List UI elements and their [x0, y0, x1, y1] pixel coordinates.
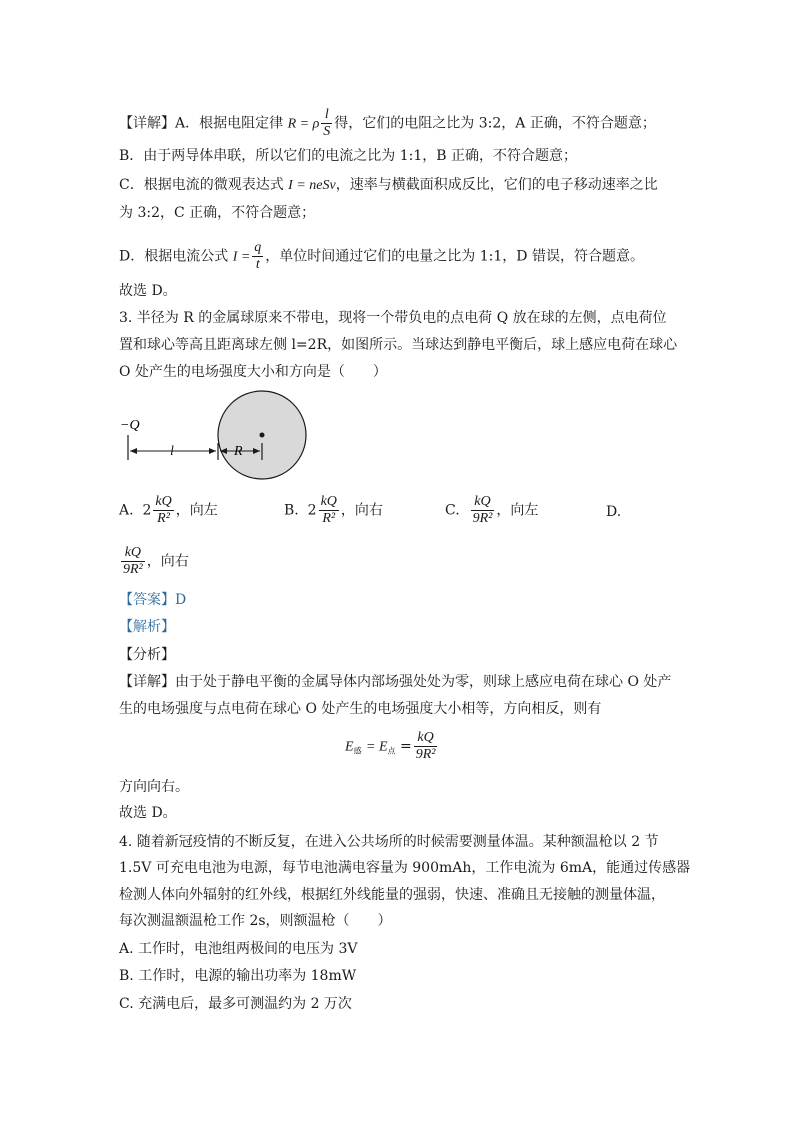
charge-label: −Q — [120, 418, 140, 433]
option-d-label: D. — [606, 504, 622, 520]
frac-den: t — [255, 257, 260, 272]
option-d — [119, 545, 189, 578]
frac-num: kQ — [320, 494, 337, 509]
coef: 2 — [307, 502, 317, 519]
option-label: A. — [119, 502, 134, 519]
direction: ，向右 — [146, 553, 189, 570]
detail-line-2: B．由于两导体串联，所以它们的电流之比为 1:1，B 正确，不符合题意； — [119, 148, 578, 164]
detail-tag: 【详解】 — [119, 674, 175, 690]
choose-line-2: 故选 D。 — [119, 805, 177, 821]
frac-num: q — [254, 240, 262, 255]
detail-line-3 — [119, 175, 658, 196]
text: D．根据电流公式 — [119, 248, 229, 265]
direction: ，向左 — [496, 502, 539, 519]
text: A．根据电阻定律 — [175, 115, 284, 132]
detail-line-1 — [119, 107, 656, 140]
frac-den: 9R² — [415, 747, 436, 762]
eq-e2: = E — [366, 739, 388, 755]
fraction — [471, 494, 495, 527]
eq-sub: 感 — [353, 746, 362, 756]
coef: 2 — [142, 502, 152, 519]
q4-option-b: B. 工作时，电源的输出功率为 18mW — [119, 968, 357, 984]
detail-tag: 【详解】 — [119, 115, 175, 132]
frac-num: kQ — [155, 494, 172, 509]
sphere-center-dot — [260, 433, 265, 438]
detail-line-4: 为 3:2，C 正确，不符合题意； — [119, 205, 316, 221]
r-label: R — [234, 444, 243, 459]
q4-option-a: A. 工作时，电池组两极间的电压为 3V — [119, 941, 358, 957]
q4-line-4: 每次测温额温枪工作 2s，则额温枪（ ） — [119, 913, 392, 929]
frac-den: R² — [322, 511, 336, 526]
q3-line-1: 3. 半径为 R 的金属球原来不带电，现将一个带负电的点电荷 Q 放在球的左侧，点电荷位 — [119, 310, 667, 326]
option-label: B. — [284, 502, 299, 519]
detail2-line-1 — [119, 672, 671, 692]
arrow-left — [130, 448, 137, 454]
q4-option-c: C. 充满电后，最多可测温约为 2 万次 — [119, 996, 352, 1012]
frac-den: 9R² — [123, 562, 143, 577]
l-label: l — [170, 444, 174, 459]
text: C．根据电流的微观表达式 — [119, 177, 284, 193]
q3-line-3: O 处产生的电场强度大小和方向是（ ） — [119, 364, 387, 380]
text: 得，它们的电阻之比为 3:2，A 正确，不符合题意； — [334, 115, 656, 132]
choose-line-1: 故选 D。 — [119, 283, 177, 299]
frac-den: R² — [157, 511, 170, 526]
q4-line-2: 1.5V 可充电电池为电源，每节电池满电容量为 900mAh，工作电流为 6mA，能通过传感器 — [119, 860, 691, 876]
fraction — [121, 545, 145, 578]
frac-num: kQ — [414, 730, 438, 747]
formula-lhs: I = — [232, 249, 251, 265]
detail2-line-2: 生的电场强度与点电荷在球心 O 处产生的电场强度大小相等，方向相反，则有 — [119, 701, 602, 717]
option-c — [445, 494, 538, 527]
option-label: C. — [445, 502, 460, 519]
frac-den: S — [323, 124, 331, 139]
eq-equals: = — [399, 738, 412, 755]
text: ，速率与横截面积成反比，它们的电子移动速率之比 — [335, 177, 658, 193]
fraction-q-over-t — [252, 240, 263, 273]
charge-sphere-figure — [115, 385, 315, 485]
detail-line-5 — [119, 240, 644, 273]
q3-line-2: 置和球心等高且距离球左侧 l=2R，如图所示。当球达到静电平衡后，球上感应电荷在球心 — [119, 337, 678, 353]
answer-tag: 【答案】D — [119, 592, 187, 608]
field-equation — [345, 730, 439, 763]
fraction-l-over-s — [321, 107, 332, 140]
frac-num: kQ — [121, 545, 145, 562]
fraction — [319, 494, 339, 527]
direction: ，向左 — [175, 502, 218, 519]
frac-den: 9R² — [472, 511, 493, 526]
fraction — [414, 730, 438, 763]
q4-line-1: 4. 随着新冠疫情的不断反复，在进入公共场所的时候需要测量体温。某种额温枪以 2 节 — [119, 834, 659, 850]
option-a — [119, 494, 218, 527]
frac-num: l — [321, 107, 332, 124]
frac-num: kQ — [471, 494, 495, 511]
eq-sub: 点 — [387, 746, 396, 756]
formula-current: I = neSv — [288, 178, 336, 193]
fraction — [153, 494, 173, 527]
eq-e: E — [345, 739, 354, 755]
direction-line: 方向向右。 — [119, 779, 189, 795]
fenxi-tag: 【分析】 — [119, 647, 175, 663]
text: ，单位时间通过它们的电量之比为 1:1，D 错误，符合题意。 — [265, 248, 644, 265]
analysis-tag: 【解析】 — [119, 619, 175, 635]
arrow-right — [209, 448, 216, 454]
formula-lhs: R = ρ — [287, 116, 320, 132]
text: 由于处于静电平衡的金属导体内部场强处处为零，则球上感应电荷在球心 O 处产 — [175, 674, 672, 690]
direction: ，向右 — [340, 502, 383, 519]
q4-line-3: 检测人体向外辐射的红外线，根据红外线能量的强弱，快速、准确且无接触的测量体温， — [119, 887, 665, 903]
option-b — [284, 494, 383, 527]
